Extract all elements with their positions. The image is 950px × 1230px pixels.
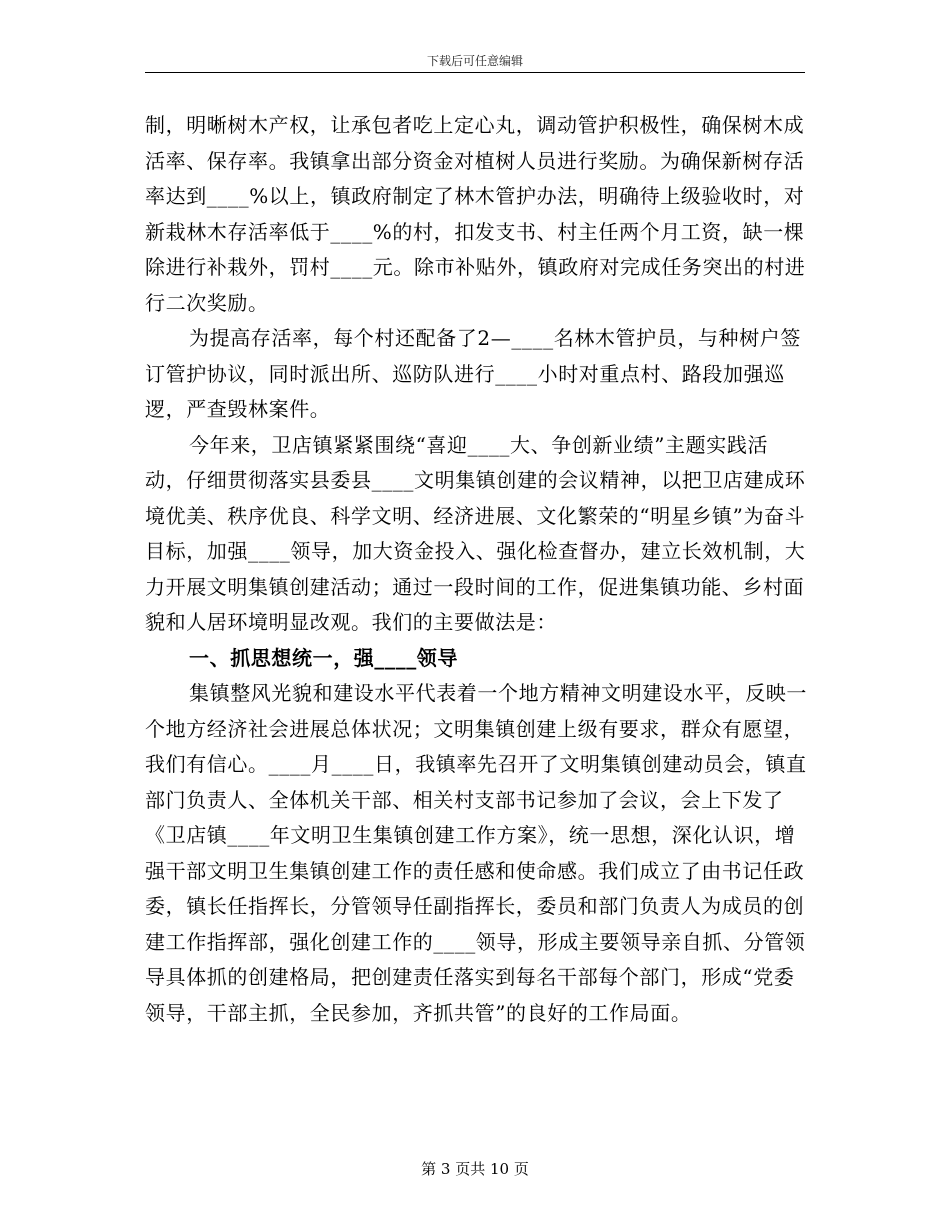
paragraph-4: 集镇整风光貌和建设水平代表着一个地方精神文明建设水平，反映一个地方经济社会进展总体状况；文明集镇创建上级有要求，群众有愿望，我们有信心。____月____日，我镇率先召开了文明集镇创建动员会，镇直部门负责人、全体机关干部、相关村支部书记参加了会议，会上下发了《卫店镇____年文明卫生集镇创建工作方案》，统一思想，深化认识，增强干部文明卫生集镇创建工作的责任感和使命感。我们成立了由书记任政委，镇长任指挥长，分管领导任副指挥长，委员和部门负责人为成员的创建工作指挥部，强化创建工作的____领导，形成主要领导亲自抓、分管领导具体抓的创建格局，把创建责任落实到每名干部每个部门，形成“党委领导，干部主抓，全民参加，齐抓共管”的良好的工作局面。	[145, 681, 807, 1025]
page-number: 第 3 页共 10 页	[421, 1160, 529, 1178]
header-divider	[145, 72, 805, 73]
paragraph-1: 制，明晰树木产权，让承包者吃上定心丸，调动管护积极性，确保树木成活率、保存率。我镇拿出部分资金对植树人员进行奖励。为确保新树存活率达到____%以上，镇政府制定了林木管护办法，明确待上级验收时，对新栽林木存活率低于____%的村，扣发支书、村主任两个月工资，缺一棵除进行补栽外，罚村____元。除市补贴外，镇政府对完成任务突出的村进行二次奖励。	[145, 113, 806, 315]
document-body	[145, 108, 809, 1031]
paragraph-2: 为提高存活率，每个村还配备了2—____名林木管护员，与种树户签订管护协议，同时派出所、巡防队进行____小时对重点村、路段加强巡逻，严查毁林案件。	[145, 326, 801, 421]
paragraph-3: 今年来，卫店镇紧紧围绕“喜迎____大、争创新业绩”主题实践活动，仔细贯彻落实县委县____文明集镇创建的会议精神，以把卫店建成环境优美、秩序优良、科学文明、经济进展、文化繁荣的“明星乡镇”为奋斗目标，加强____领导，加大资金投入、强化检查督办，建立长效机制，大力开展文明集镇创建活动；通过一段时间的工作，促进集镇功能、乡村面貌和人居环境明显改观。我们的主要做法是：	[145, 432, 806, 634]
page-header: 下载后可任意编辑	[426, 54, 523, 68]
section-heading: 一、抓思想统一，强____领导	[189, 645, 458, 670]
